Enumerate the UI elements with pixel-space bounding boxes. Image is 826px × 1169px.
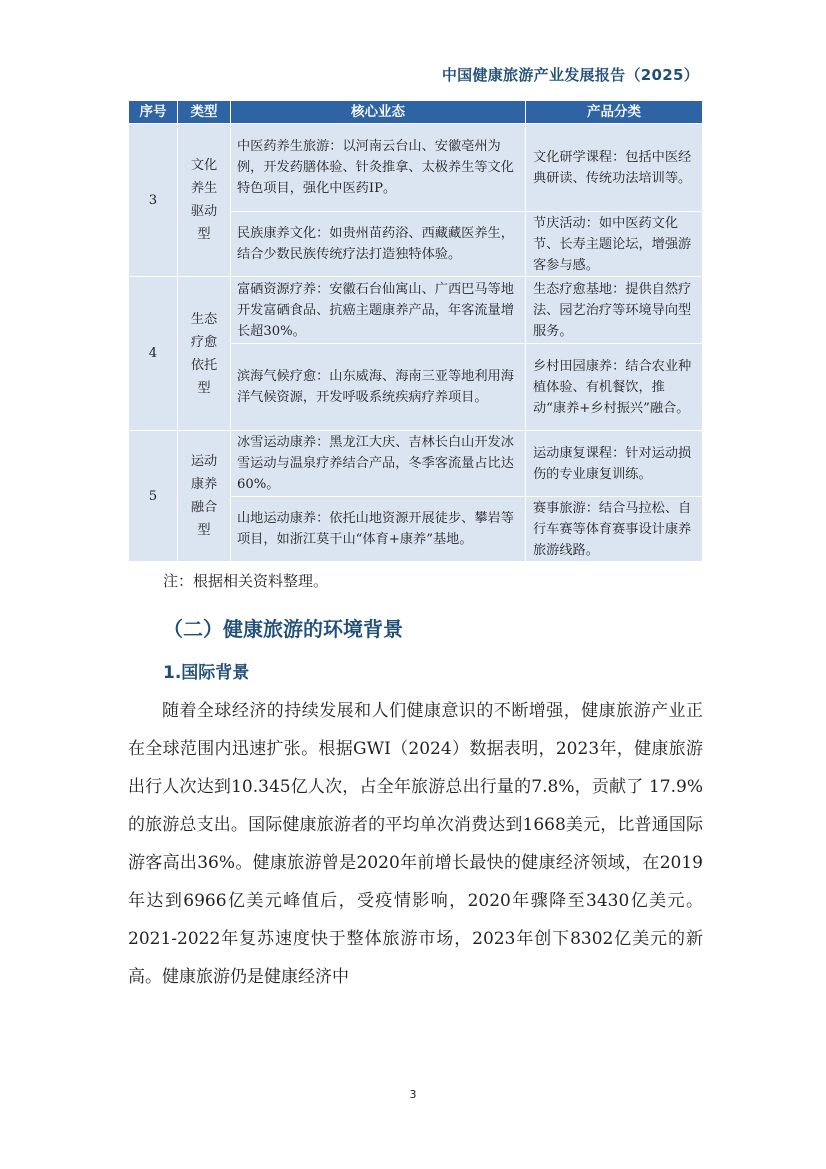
column-header: 序号	[129, 101, 178, 124]
product-category-cell: 乡村田园康养：结合农业种植体验、有机餐饮，推动“康养+乡村振兴”融合。	[526, 344, 703, 431]
subsection-heading: 1.国际背景	[163, 663, 250, 683]
table-row	[129, 431, 703, 497]
row-type: 生态疗愈依托型	[190, 311, 218, 396]
core-business-cell: 冰雪运动康养：黑龙江大庆、吉林长白山开发冰雪运动与温泉疗养结合产品，冬季客流量占比达60%。	[231, 431, 526, 497]
section-heading: （二）健康旅游的环境背景	[163, 617, 403, 641]
column-header: 核心业态	[231, 101, 526, 124]
running-header: 中国健康旅游产业发展报告（2025）	[441, 66, 699, 84]
table-row	[129, 124, 703, 212]
product-category-cell: 赛事旅游：结合马拉松、自行车赛等体育赛事设计康养旅游线路。	[526, 497, 703, 562]
row-number: 4	[129, 277, 178, 431]
row-type: 运动康养融合型	[190, 454, 218, 538]
column-header: 类型	[178, 101, 231, 124]
table-row	[129, 277, 703, 344]
page-number: 3	[409, 1088, 417, 1101]
column-header: 产品分类	[526, 101, 703, 124]
row-type: 文化养生驱动型	[190, 158, 218, 242]
row-number: 5	[129, 431, 178, 562]
industry-type-table	[128, 100, 703, 562]
table-header-row	[129, 101, 703, 124]
row-number: 3	[129, 124, 178, 277]
core-business-cell: 富硒资源疗养：安徽石台仙寓山、广西巴马等地开发富硒食品、抗癌主题康养产品，年客流量增长超30%。	[231, 277, 526, 344]
table-note: 注：根据相关资料整理。	[163, 572, 329, 590]
core-business-cell: 中医药养生旅游：以河南云台山、安徽亳州为例，开发药膳体验、针灸推拿、太极养生等文化特色项目，强化中医药IP。	[231, 124, 526, 212]
product-category-cell: 文化研学课程：包括中医经典研读、传统功法培训等。	[526, 124, 703, 212]
product-category-cell: 节庆活动：如中医药文化节、长寿主题论坛，增强游客参与感。	[526, 212, 703, 277]
product-category-cell: 运动康复课程：针对运动损伤的专业康复训练。	[526, 431, 703, 497]
body-paragraph: 随着全球经济的持续发展和人们健康意识的不断增强，健康旅游产业正在全球范围内迅速扩张。根据GWI（2024）数据表明，2023年，健康旅游出行人次达到10.345亿人次，占全年旅游总出行量的7.8%，贡献了 17.9%的旅游总支出。国际健康旅游者的平均单次消费达到1668美元，比普通国际游客高出36%。健康旅游曾是2020年前增长最快的健康经济领域，在2019年达到6966亿美元峰值后，受疫情影响，2020年骤降至3430亿美元。2021-2022年复苏速度快于整体旅游市场，2023年创下8302亿美元的新高。健康旅游仍是健康经济中	[128, 701, 703, 987]
core-business-cell: 民族康养文化：如贵州苗药浴、西藏藏医养生，结合少数民族传统疗法打造独特体验。	[231, 212, 526, 277]
core-business-cell: 滨海气候疗愈：山东威海、海南三亚等地利用海洋气候资源，开发呼吸系统疾病疗养项目。	[231, 344, 526, 431]
product-category-cell: 生态疗愈基地：提供自然疗法、园艺治疗等环境导向型服务。	[526, 277, 703, 344]
core-business-cell: 山地运动康养：依托山地资源开展徒步、攀岩等项目，如浙江莫干山“体育+康养”基地。	[231, 497, 526, 562]
